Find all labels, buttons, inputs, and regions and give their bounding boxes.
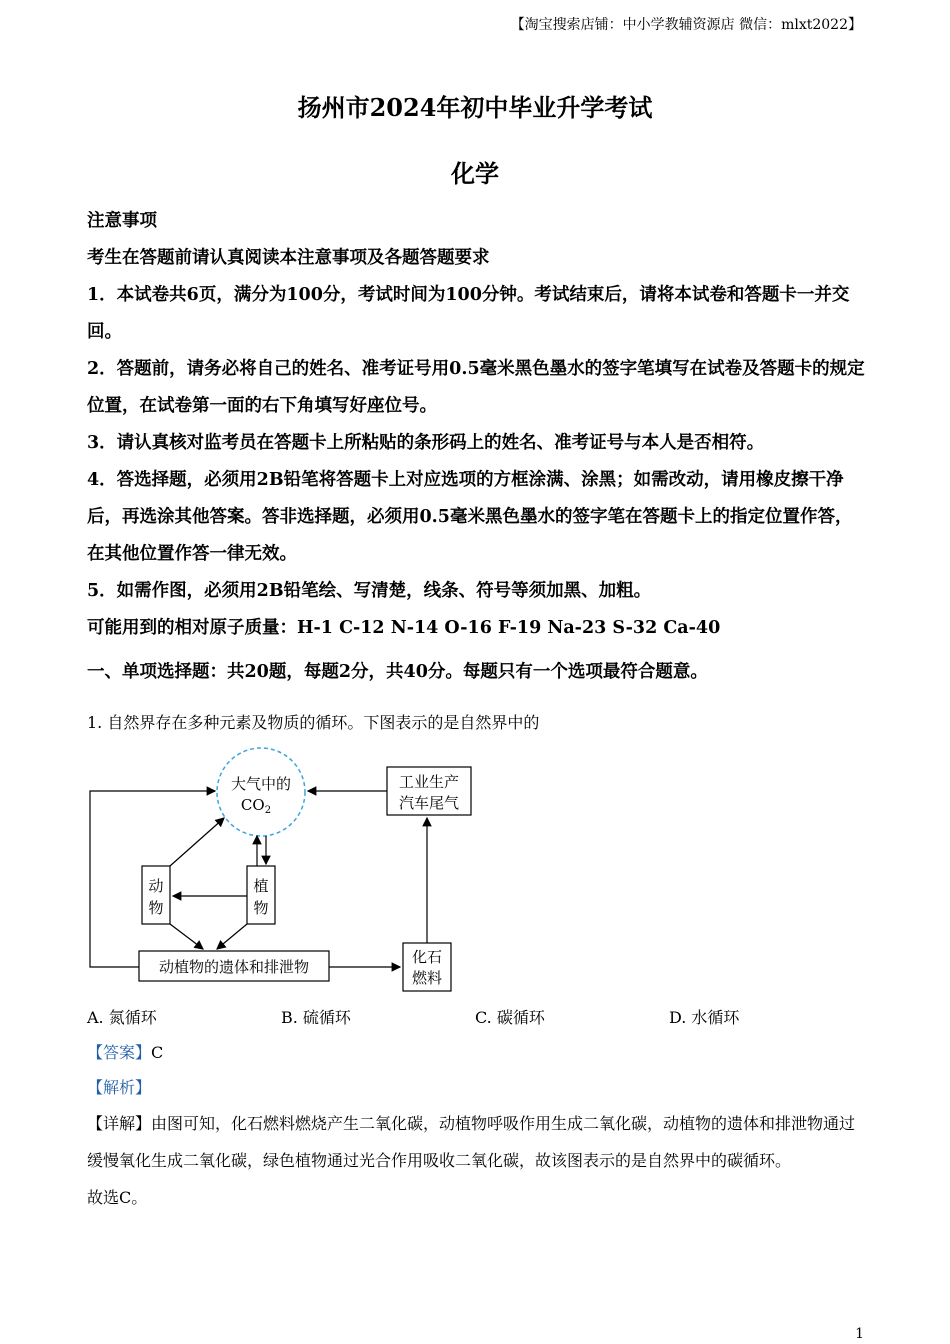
- notice-item: 3．请认真核对监考员在答题卡上所粘贴的条形码上的姓名、准考证号与本人是否相符。: [87, 433, 765, 453]
- question-stem: 1. 自然界存在多种元素及物质的循环。下图表示的是自然界中的: [87, 713, 540, 732]
- exam-title: 扬州市2024年初中毕业升学考试: [297, 93, 653, 122]
- section-heading: 一、单项选择题：共20题，每题2分，共40分。每题只有一个选项最符合题意。: [87, 662, 708, 682]
- arrow-animal-to-co2: [170, 818, 224, 866]
- industry-label-1: 工业生产: [398, 773, 460, 791]
- arrow-plant-to-remains: [217, 924, 247, 949]
- arrow-animal-to-remains: [170, 924, 203, 949]
- option-c: C. 碳循环: [475, 1008, 545, 1027]
- detail-tag: 【详解】: [87, 1114, 152, 1133]
- answer-tag: 【答案】: [87, 1043, 152, 1062]
- fossil-label-1: 化石: [411, 948, 443, 966]
- remains-label: 动植物的遗体和排泄物: [158, 958, 310, 976]
- option-a: A. 氮循环: [87, 1008, 157, 1027]
- co2-label-2: $CO_2$: [240, 796, 272, 816]
- atomic-masses: 可能用到的相对原子质量：H-1 C-12 N-14 O-16 F-19 Na-23 S-32 Ca-40: [87, 618, 721, 638]
- answer-value: C: [151, 1043, 164, 1062]
- industry-label-2: 汽车尾气: [398, 794, 460, 812]
- page-number: 1: [855, 1326, 864, 1342]
- notice-item: 4．答选择题，必须用2B铅笔将答题卡上对应选项的方框涂满、涂黑；如需改动，请用橡皮擦干净后，再选涂其他答案。答非选择题，必须用0.5毫米黑色墨水的签字笔在答题卡上的指定位置作答，在其他位置作答一律无效。: [87, 470, 853, 564]
- fossil-label-2: 燃料: [411, 969, 443, 987]
- option-d: D. 水循环: [669, 1008, 740, 1027]
- plant-label-2: 物: [253, 899, 269, 917]
- plant-label-1: 植: [253, 877, 269, 895]
- animal-label-2: 物: [148, 899, 164, 917]
- notice-item: 2．答题前，请务必将自己的姓名、准考证号用0.5毫米黑色墨水的签字笔填写在试卷及答题卡的规定位置，在试卷第一面的右下角填写好座位号。: [87, 359, 865, 416]
- notice-intro: 考生在答题前请认真阅读本注意事项及各题答题要求: [87, 248, 490, 268]
- conclusion: 故选C。: [87, 1188, 148, 1207]
- notice-heading: 注意事项: [87, 211, 157, 231]
- header-note: 【淘宝搜索店铺：中小学教辅资源店 微信：mlxt2022】: [510, 17, 862, 33]
- animal-label-1: 动: [148, 877, 164, 895]
- option-b: B. 硫循环: [281, 1008, 351, 1027]
- analysis-tag: 【解析】: [87, 1078, 152, 1097]
- subject-title: 化学: [451, 159, 499, 188]
- explanation: [87, 1105, 865, 1216]
- notice-item: 1．本试卷共6页，满分为100分，考试时间为100分钟。考试结束后，请将本试卷和答题卡一并交回。: [87, 285, 850, 342]
- notice-item: 5．如需作图，必须用2B铅笔绘、写清楚，线条、符号等须加黑、加粗。: [87, 581, 652, 601]
- answer-line: [87, 1040, 163, 1063]
- carbon-cycle-diagram: [87, 740, 487, 1000]
- notice-block: [87, 203, 865, 647]
- detail-text: 由图可知，化石燃料燃烧产生二氧化碳，动植物呼吸作用生成二氧化碳，动植物的遗体和排泄物通过缓慢氧化生成二氧化碳，绿色植物通过光合作用吸收二氧化碳，故该图表示的是自然界中的碳循环。: [87, 1114, 856, 1170]
- co2-label-1: 大气中的: [230, 775, 292, 793]
